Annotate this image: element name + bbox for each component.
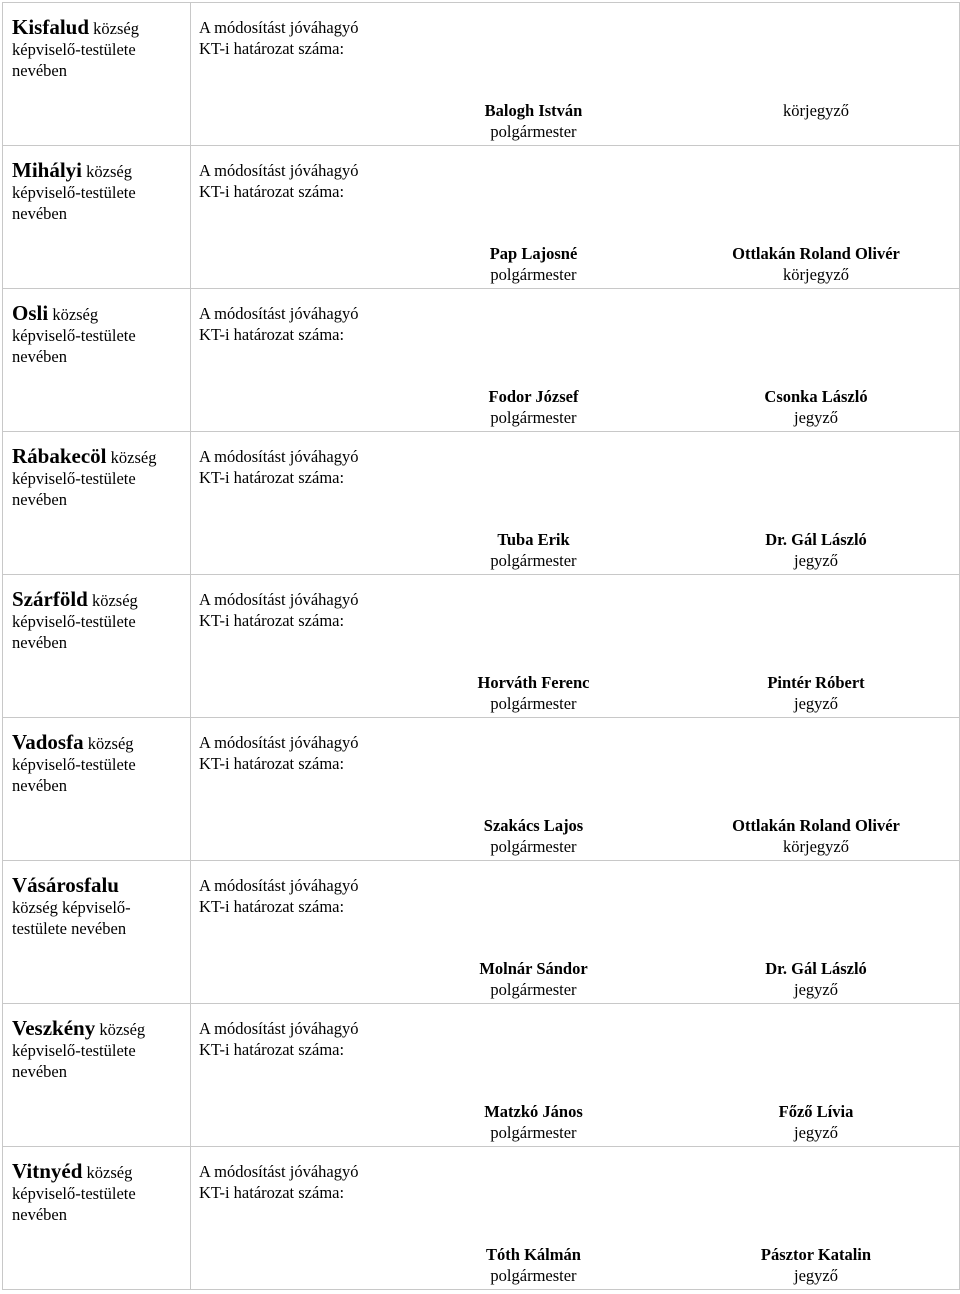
municipality-row — [3, 575, 960, 718]
approval-cell — [191, 3, 960, 146]
mayor-name: Horváth Ferenc — [477, 673, 590, 692]
council-line-2: nevében — [12, 633, 67, 652]
municipality-cell — [3, 861, 191, 1004]
notary-name: Ottlakán Roland Olivér — [732, 816, 900, 835]
mayor-title: polgármester — [490, 1123, 577, 1142]
notary-signature-block — [711, 672, 921, 714]
mayor-signature-block — [441, 958, 626, 1000]
mayor-name: Matzkó János — [484, 1102, 583, 1121]
municipality-name: Kisfalud — [12, 15, 90, 39]
council-line-2: nevében — [12, 61, 67, 80]
council-line-1: képviselő-testülete — [12, 612, 136, 631]
approval-line-1: A módosítást jóváhagyó — [199, 161, 359, 180]
municipality-name: Szárföld — [12, 587, 88, 611]
mayor-signature-block — [441, 529, 626, 571]
approval-text — [199, 875, 359, 917]
mayor-name: Molnár Sándor — [479, 959, 588, 978]
approval-line-1: A módosítást jóváhagyó — [199, 18, 359, 37]
municipality-name: Vásárosfalu — [12, 873, 119, 897]
municipality-suffix: község — [82, 162, 132, 181]
municipality-cell — [3, 1004, 191, 1147]
approval-line-2: KT-i határozat száma: — [199, 1183, 345, 1202]
notary-name: Pásztor Katalin — [760, 1245, 872, 1264]
municipality-label — [12, 1018, 187, 1082]
notary-title: jegyző — [794, 408, 838, 427]
municipality-suffix: község — [106, 448, 157, 467]
notary-signature-block — [711, 100, 921, 121]
approval-cell — [191, 718, 960, 861]
mayor-title: polgármester — [490, 837, 577, 856]
approval-text — [199, 589, 359, 631]
approval-line-2: KT-i határozat száma: — [199, 468, 345, 487]
municipality-suffix: község — [82, 1163, 133, 1182]
approval-text — [199, 1161, 359, 1203]
approval-line-2: KT-i határozat száma: — [199, 182, 345, 201]
approval-cell — [191, 1147, 960, 1290]
municipality-label — [12, 875, 187, 939]
approval-line-2: KT-i határozat száma: — [199, 611, 345, 630]
municipality-row — [3, 861, 960, 1004]
municipality-label — [12, 160, 187, 224]
notary-signature-block — [711, 243, 921, 285]
notary-name: Csonka László — [764, 387, 868, 406]
notary-name: Ottlakán Roland Olivér — [732, 244, 900, 263]
notary-title: jegyző — [794, 551, 838, 570]
municipality-label — [12, 732, 187, 796]
notary-signature-block — [711, 1101, 921, 1143]
municipality-name: Mihályi — [12, 158, 83, 182]
municipality-label — [12, 589, 187, 653]
notary-title: jegyző — [794, 1123, 838, 1142]
mayor-title: polgármester — [490, 980, 577, 999]
approval-text — [199, 17, 359, 59]
municipality-name: Veszkény — [12, 1016, 96, 1040]
notary-signature-block — [711, 529, 921, 571]
mayor-signature-block — [441, 672, 626, 714]
council-line-1: képviselő-testülete — [12, 183, 136, 202]
approval-cell — [191, 432, 960, 575]
municipality-cell — [3, 575, 191, 718]
mayor-name: Fodor József — [488, 387, 579, 406]
notary-signature-block — [711, 386, 921, 428]
approval-line-2: KT-i határozat száma: — [199, 325, 345, 344]
municipality-cell — [3, 432, 191, 575]
council-line-1: képviselő-testülete — [12, 755, 136, 774]
notary-name: Dr. Gál László — [765, 959, 867, 978]
municipality-row — [3, 1004, 960, 1147]
approval-cell — [191, 289, 960, 432]
notary-title: jegyző — [794, 1266, 838, 1285]
mayor-name: Tóth Kálmán — [486, 1245, 581, 1264]
municipality-suffix: község — [89, 19, 139, 38]
municipality-cell — [3, 1147, 191, 1290]
municipality-name: Vadosfa — [12, 730, 84, 754]
approval-text — [199, 160, 359, 202]
approval-cell — [191, 1004, 960, 1147]
approval-line-2: KT-i határozat száma: — [199, 897, 345, 916]
municipality-name: Rábakecöl — [12, 444, 107, 468]
municipality-suffix: község — [48, 305, 99, 324]
council-line-2: nevében — [12, 347, 67, 366]
municipality-row — [3, 3, 960, 146]
approval-line-1: A módosítást jóváhagyó — [199, 1162, 359, 1181]
council-line-2: testülete nevében — [12, 919, 127, 938]
approval-text — [199, 446, 359, 488]
approval-text — [199, 732, 359, 774]
mayor-title: polgármester — [490, 122, 577, 141]
municipality-label — [12, 1161, 187, 1225]
mayor-signature-block — [441, 243, 626, 285]
approval-line-1: A módosítást jóváhagyó — [199, 733, 359, 752]
council-line-2: nevében — [12, 776, 67, 795]
approval-text — [199, 303, 359, 345]
approval-line-1: A módosítást jóváhagyó — [199, 1019, 359, 1038]
municipality-row — [3, 289, 960, 432]
approval-line-1: A módosítást jóváhagyó — [199, 590, 359, 609]
signature-table-body — [3, 3, 960, 1290]
notary-name: Pintér Róbert — [767, 673, 865, 692]
municipality-suffix: község — [87, 591, 138, 610]
notary-title: körjegyző — [783, 265, 849, 284]
mayor-name: Pap Lajosné — [489, 244, 578, 263]
council-line-1: képviselő-testülete — [12, 326, 136, 345]
notary-signature-block — [711, 958, 921, 1000]
approval-line-2: KT-i határozat száma: — [199, 1040, 345, 1059]
municipality-label — [12, 17, 187, 81]
mayor-title: polgármester — [490, 694, 577, 713]
municipality-row — [3, 1147, 960, 1290]
notary-signature-block — [711, 1244, 921, 1286]
council-line-1: képviselő-testülete — [12, 40, 136, 59]
municipality-cell — [3, 146, 191, 289]
notary-signature-block — [711, 815, 921, 857]
mayor-signature-block — [441, 815, 626, 857]
municipality-row — [3, 146, 960, 289]
approval-line-2: KT-i határozat száma: — [199, 754, 345, 773]
municipality-label — [12, 446, 187, 510]
council-line-1: képviselő-testülete — [12, 1184, 136, 1203]
council-line-2: nevében — [12, 1062, 67, 1081]
municipality-cell — [3, 3, 191, 146]
council-line-2: nevében — [12, 1205, 67, 1224]
approval-cell — [191, 575, 960, 718]
municipality-suffix: község — [83, 734, 134, 753]
mayor-title: polgármester — [490, 551, 577, 570]
municipality-cell — [3, 718, 191, 861]
approval-line-1: A módosítást jóváhagyó — [199, 304, 359, 323]
approval-line-2: KT-i határozat száma: — [199, 39, 345, 58]
notary-title: körjegyző — [783, 837, 849, 856]
approval-cell — [191, 861, 960, 1004]
municipality-suffix: község — [95, 1020, 146, 1039]
municipality-name: Vitnyéd — [12, 1159, 83, 1183]
notary-name: Főző Lívia — [778, 1102, 854, 1121]
notary-title: jegyző — [794, 980, 838, 999]
mayor-name: Szakács Lajos — [483, 816, 584, 835]
mayor-title: polgármester — [490, 408, 577, 427]
municipality-cell — [3, 289, 191, 432]
council-line-2: nevében — [12, 204, 67, 223]
mayor-title: polgármester — [490, 265, 577, 284]
signature-table — [2, 2, 960, 1290]
council-line-1: képviselő-testülete — [12, 1041, 136, 1060]
mayor-signature-block — [441, 1244, 626, 1286]
mayor-title: polgármester — [490, 1266, 577, 1285]
municipality-label — [12, 303, 187, 367]
mayor-signature-block — [441, 386, 626, 428]
approval-cell — [191, 146, 960, 289]
mayor-signature-block — [441, 1101, 626, 1143]
approval-line-1: A módosítást jóváhagyó — [199, 447, 359, 466]
approval-line-1: A módosítást jóváhagyó — [199, 876, 359, 895]
council-line-1: község képviselő- — [12, 898, 131, 917]
mayor-name: Balogh István — [484, 101, 583, 120]
municipality-name: Osli — [12, 301, 49, 325]
council-line-1: képviselő-testülete — [12, 469, 136, 488]
notary-name: Dr. Gál László — [765, 530, 867, 549]
mayor-name: Tuba Erik — [497, 530, 570, 549]
approval-text — [199, 1018, 359, 1060]
municipality-row — [3, 718, 960, 861]
municipality-row — [3, 432, 960, 575]
council-line-2: nevében — [12, 490, 67, 509]
notary-title: körjegyző — [783, 101, 849, 120]
notary-title: jegyző — [794, 694, 838, 713]
mayor-signature-block — [441, 100, 626, 142]
